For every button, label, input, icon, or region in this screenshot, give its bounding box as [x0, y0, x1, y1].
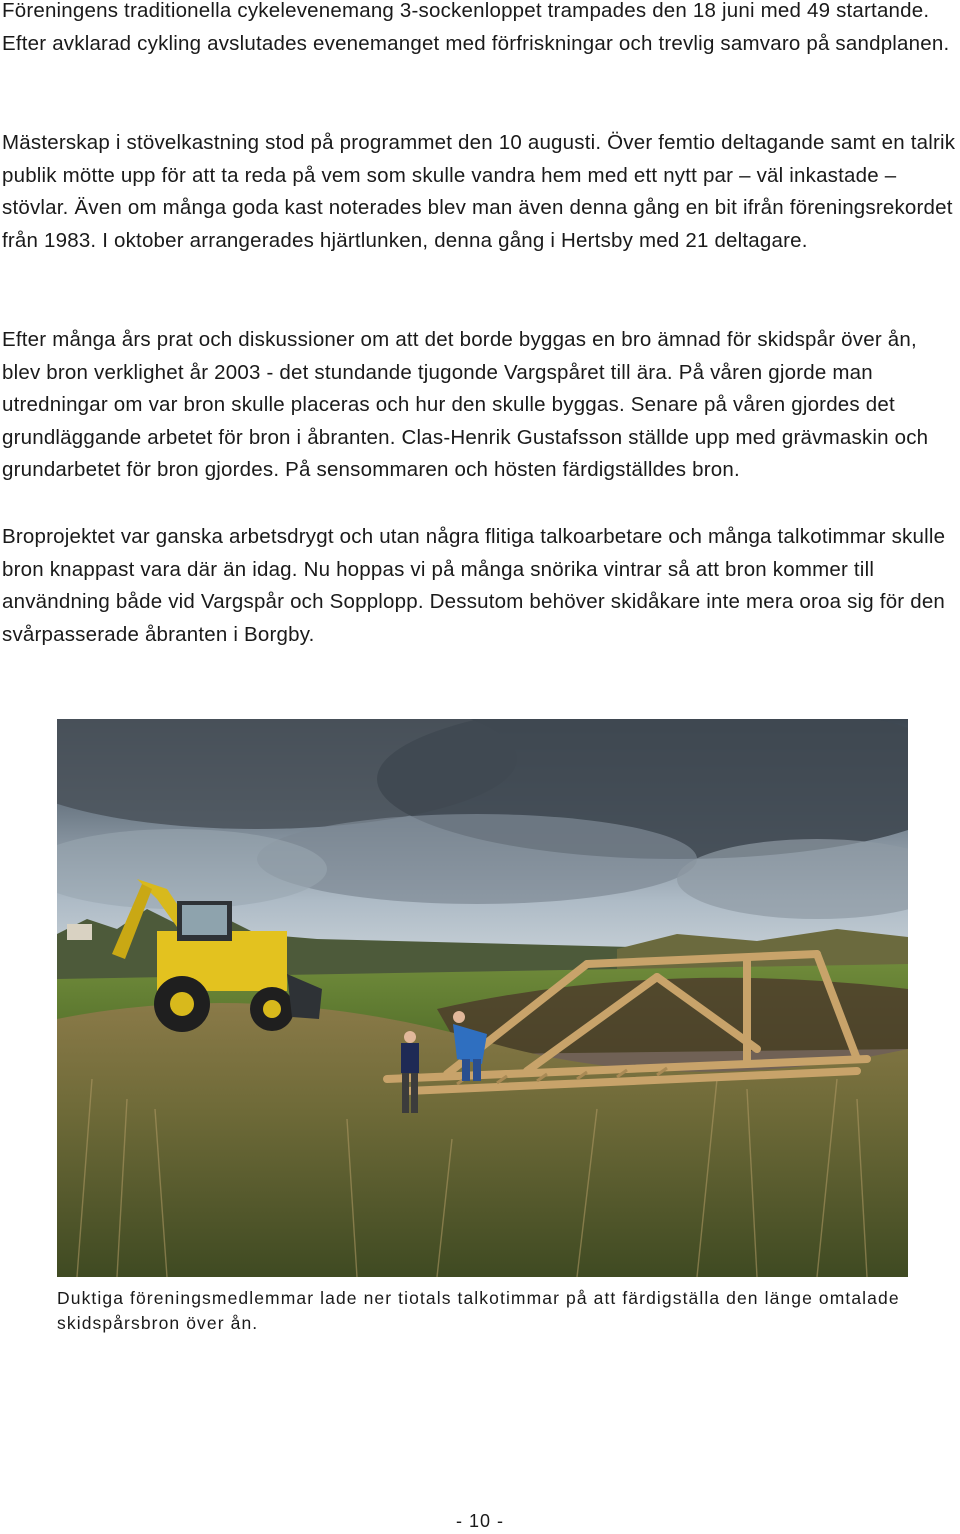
paragraph-boot-throwing: Mästerskap i stövelkastning stod på programmet den 10 augusti. Över femtio deltagande samt en talrik publik mötte upp för att ta reda på vem som skulle vandra hem med ett nytt par – väl inkastade – stövlar. Även om många goda kast noterades blev man även denna gång en bit ifrån föreningsrekordet från 1983. I oktober arrangerades hjärtlunken, denna gång i Hertsby med 21 deltagare.	[2, 131, 956, 252]
paragraph-bridge-project: Broprojektet var ganska arbetsdrygt och utan några flitiga talkoarbetare och många talkotimmar skulle bron knappast vara där än idag. Nu hoppas vi på många snörika vintrar så att bron kommer till användning både vid Vargspår och Sopplopp. Dessutom behöver skidåkare inte mera oroa sig för den svårpasserade åbranten i Borgby.	[2, 525, 946, 646]
paragraph-bridge-history: Efter många års prat och diskussioner om att det borde byggas en bro ämnad för skidspår över ån, blev bron verklighet år 2003 - det stundande tjugonde Vargspåret till ära. På våren gjorde man utredningar om var bron skulle placeras och hur den skulle byggas. Senare på våren gjordes det grundläggande arbetet för bron i åbranten. Clas-Henrik Gustafsson ställde upp med grävmaskin och grundarbetet för bron gjordes. På sensommaren och hösten färdigställdes bron.	[2, 328, 929, 482]
page-number: - 10 -	[455, 1511, 504, 1531]
paragraph-cycling-event: Föreningens traditionella cykelevenemang 3-sockenloppet trampades den 18 juni med 49 startande. Efter avklarad cykling avslutades evenemanget med förfriskningar och trevlig samvaro på sandplanen.	[2, 0, 950, 55]
bridge-construction-photo	[57, 719, 908, 1277]
photo-caption: Duktiga föreningsmedlemmar lade ner tiotals talkotimmar på att färdigställa den länge omtalade skidspårsbron över ån.	[57, 1288, 900, 1333]
